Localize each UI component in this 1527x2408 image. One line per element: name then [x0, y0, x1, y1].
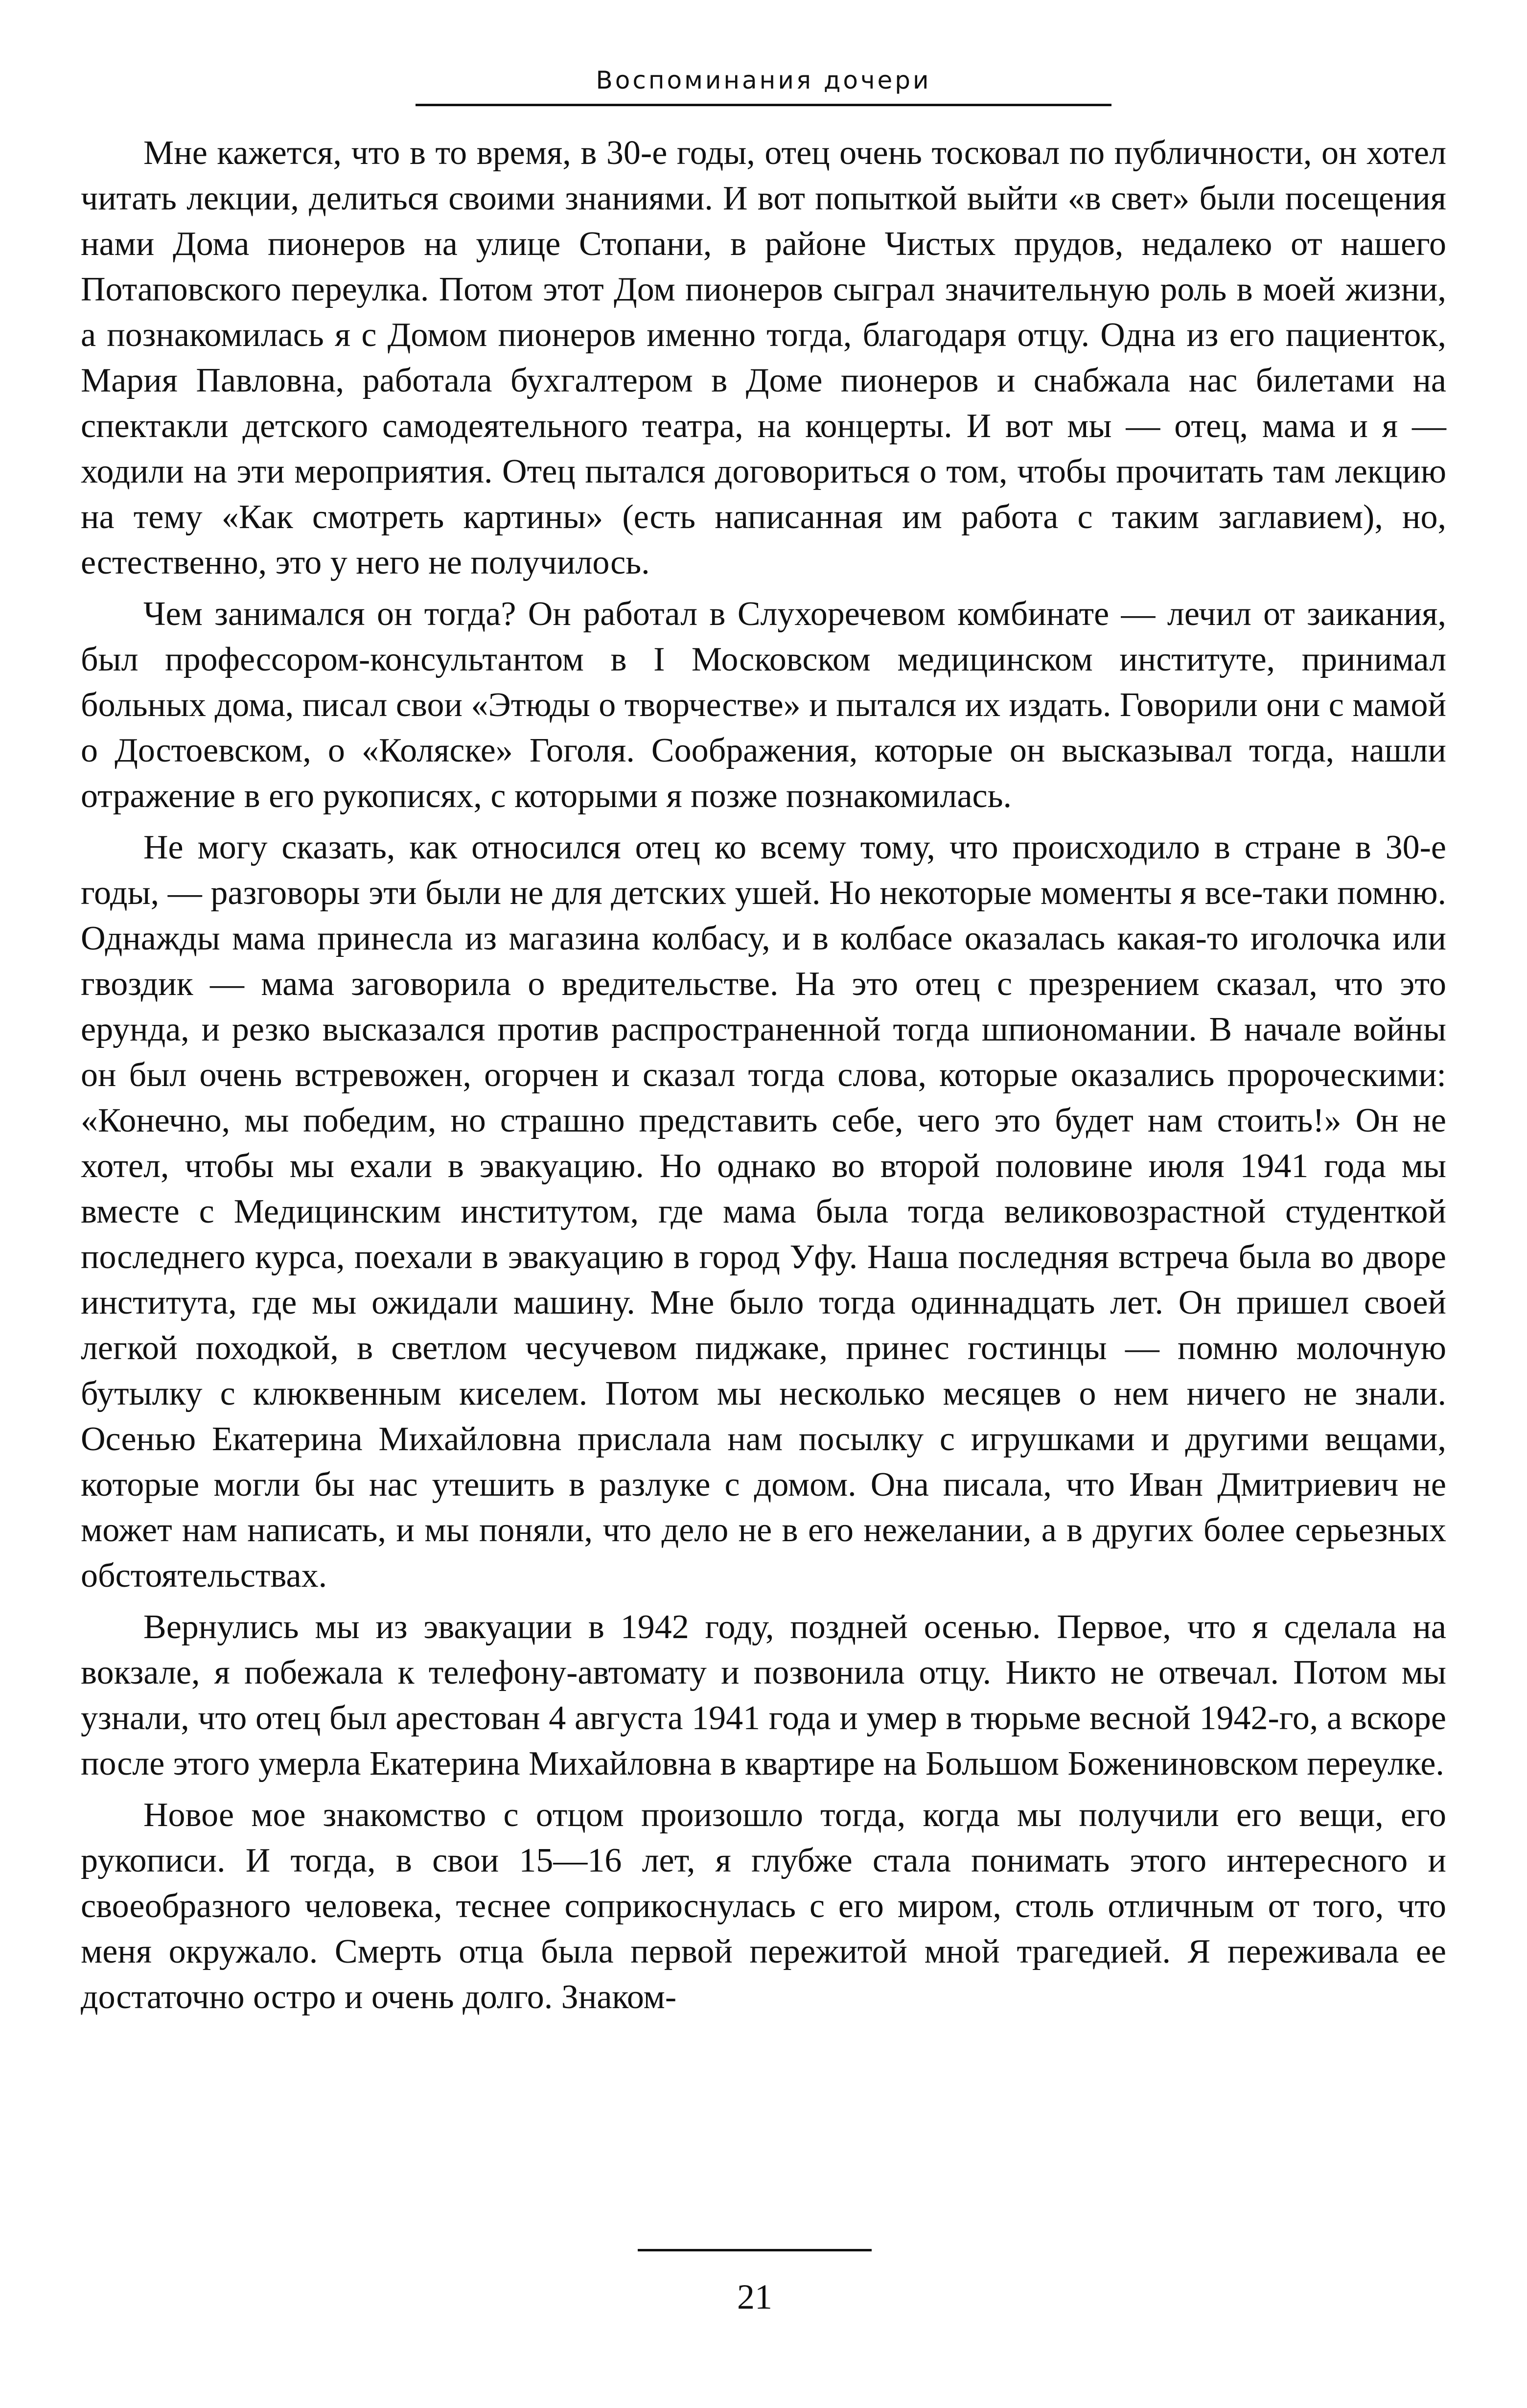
- page-number: 21: [737, 2277, 772, 2316]
- running-head-title: Воспоминания дочери: [596, 66, 931, 94]
- paragraph-1: Мне кажется, что в то время, в 30-е годы, отец очень тосковал по публичности, он хотел читать лекции, делиться своими знаниями. И вот попыткой выйти «в свет» были посещения нами Дома пионеров на улице Стопани, в районе Чистых прудов, недалеко от нашего Потаповского переулка. Потом этот Дом пионеров сыграл значительную роль в моей жизни, а познакомилась я с Домом пионеров именно тогда, благодаря отцу. Одна из его пациенток, Мария Павловна, работала бухгалтером в Доме пионеров и снабжала нас билетами на спектакли детского самодеятельного театра, на концерты. И вот мы — отец, мама и я — ходили на эти мероприятия. Отец пытался договориться о том, чтобы прочитать там лекцию на тему «Как смотреть картины» (есть написанная им работа с таким заглавием), но, естественно, это у него не получилось.: [81, 134, 1446, 581]
- paragraph-3: Не могу сказать, как относился отец ко всему тому, что происходило в стране в 30-е годы, — разговоры эти были не для детских ушей. Но некоторые моменты я все-таки помню. Однажды мама принесла из магазина колбасу, и в колбасе оказалась какая-то иголочка или гвоздик — мама заговорила о вредительстве. На это отец с презрением сказал, что это ерунда, и резко высказался против распространенной тогда шпиономании. В начале войны он был очень встревожен, огорчен и сказал тогда слова, которые оказались пророческими: «Конечно, мы победим, но страшно представить себе, чего это будет нам стоить!» Он не хотел, чтобы мы ехали в эвакуацию. Но однако во второй половине июля 1941 года мы вместе с Медицинским институтом, где мама была тогда великовозрастной студенткой последнего курса, поехали в эвакуацию в город Уфу. Наша последняя встреча была во дворе института, где мы ожидали машину. Мне было тогда одиннадцать лет. Он пришел своей легкой походкой, в светлом чесучевом пиджаке, принес гостинцы — помню молочную бутылку с клюквенным киселем. Потом мы несколько месяцев о нем ничего не знали. Осенью Екатерина Михайловна прислала нам посылку с игрушками и другими вещами, которые могли бы нас утешить в разлуке с домом. Она писала, что Иван Дмитриевич не может нам написать, и мы поняли, что дело не в его нежелании, а в других более серьезных обстоятельствах.: [81, 829, 1446, 1595]
- footer-rule: [638, 2249, 872, 2251]
- paragraph-5: Новое мое знакомство с отцом произошло тогда, когда мы получили его вещи, его рукописи. И тогда, в свои 15—16 лет, я глубже стала понимать этого интересного и своеобразного человека, теснее соприкоснулась с его миром, столь отличным от того, что меня окружало. Смерть отца была первой пережитой мной трагедией. Я переживала ее достаточно остро и очень долго. Знаком-: [81, 1796, 1446, 2016]
- page-body: [81, 130, 1446, 2026]
- header-rule: [416, 104, 1111, 106]
- paragraph-2: Чем занимался он тогда? Он работал в Слухоречевом комбинате — лечил от заикания, был профессором-консультантом в I Московском медицинском институте, принимал больных дома, писал свои «Этюды о творчестве» и пытался их издать. Говорили они с мамой о Достоевском, о «Коляске» Гоголя. Соображения, которые он высказывал тогда, нашли отражение в его рукописях, с которыми я позже познакомилась.: [81, 595, 1446, 815]
- paragraph-4: Вернулись мы из эвакуации в 1942 году, поздней осенью. Первое, что я сделала на вокзале, я побежала к телефону-автомату и позвонила отцу. Никто не отвечал. Потом мы узнали, что отец был арестован 4 августа 1941 года и умер в тюрьме весной 1942-го, а вскоре после этого умерла Екатерина Михайловна в квартире на Большом Божениновском переулке.: [81, 1608, 1446, 1783]
